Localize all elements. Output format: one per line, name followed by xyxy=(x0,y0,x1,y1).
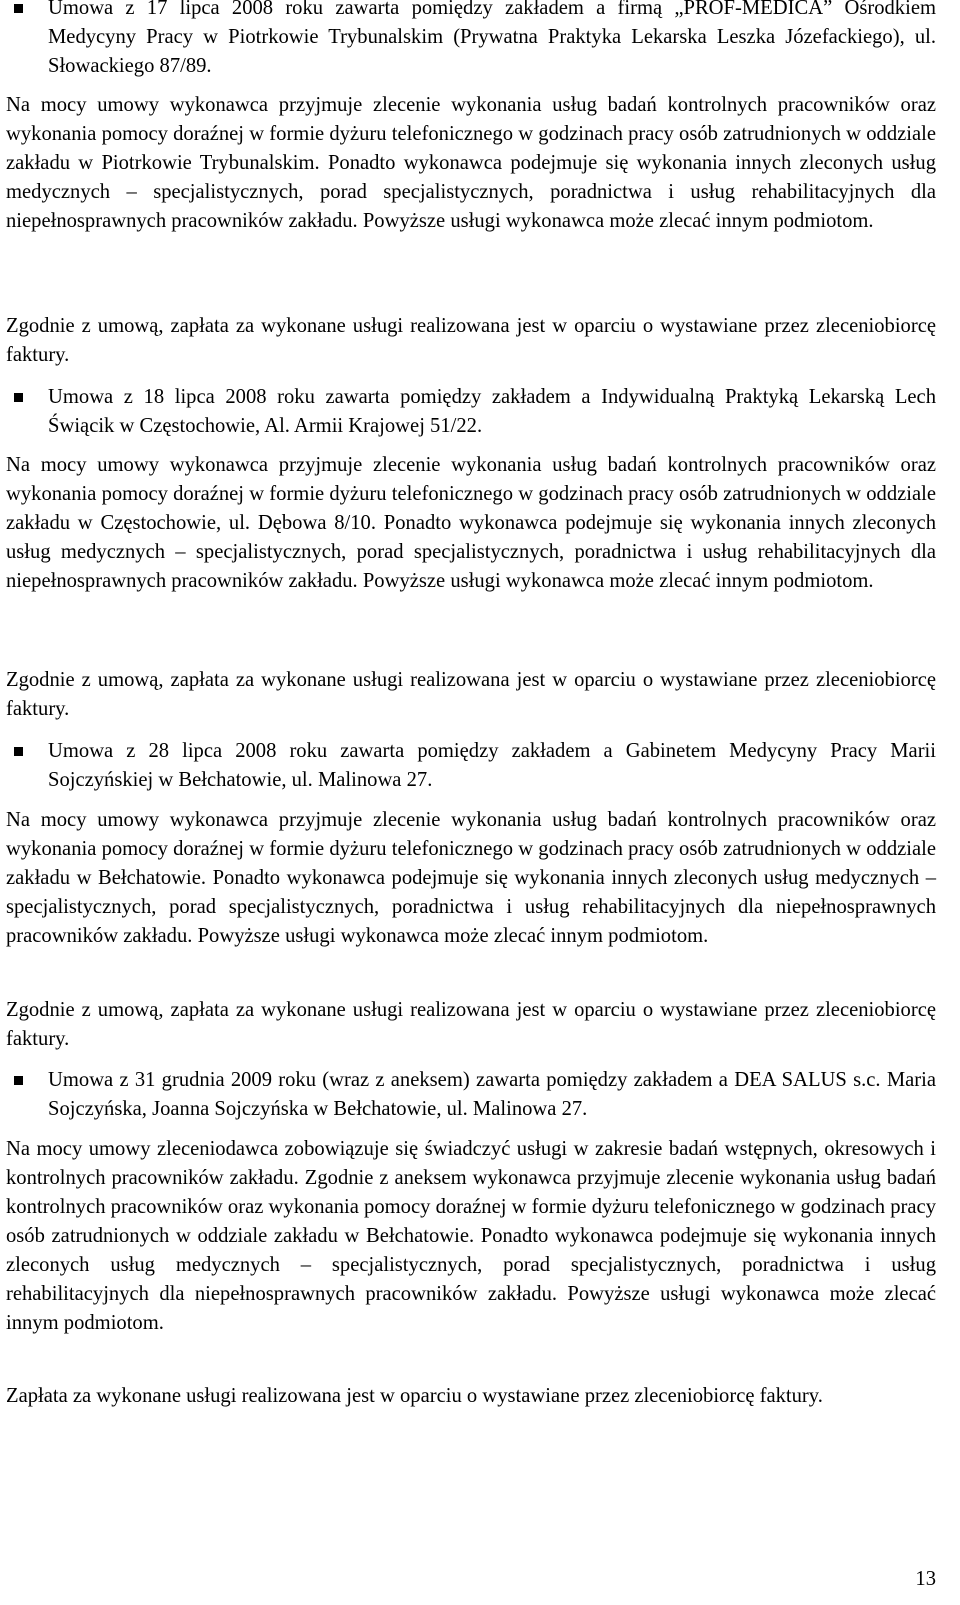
contract-scope-1-block xyxy=(6,91,936,236)
contract-scope-1: Na mocy umowy wykonawca przyjmuje zlecenie wykonania usług badań kontrolnych pracowników oraz wykonania pomocy doraźnej w formie dyżuru telefonicznego w godzinach pracy osób zatrudnionych w oddziale zakładu w Piotrkowie Trybunalskim. Ponadto wykonawca podejmuje się wykonania innych zleconych usług medycznych – specjalistycznych, porad specjalistycznych, poradnictwa i usług rehabilitacyjnych dla niepełnosprawnych pracowników zakładu. Powyższe usługi wykonawca może zlecać innym podmiotom. xyxy=(6,94,936,232)
contract-section-4 xyxy=(6,1066,936,1124)
contract-payment-2: Zgodnie z umową, zapłata za wykonane usługi realizowana jest w oparciu o wystawiane przez zleceniobiorcę faktury. xyxy=(6,669,936,720)
contract-payment-3-block xyxy=(6,996,936,1054)
contract-heading-2 xyxy=(6,383,936,441)
contract-heading-1-text: Umowa z 17 lipca 2008 roku zawarta pomiędzy zakładem a firmą „PROF-MEDICA” Ośrodkiem Medycyny Pracy w Piotrkowie Trybunalskim (Prywatna Praktyka Lekarska Leszka Józefackiego), ul. Słowackiego 87/89. xyxy=(48,0,936,77)
contract-scope-3: Na mocy umowy wykonawca przyjmuje zlecenie wykonania usług badań kontrolnych pracowników oraz wykonania pomocy doraźnej w formie dyżuru telefonicznego w godzinach pracy osób zatrudnionych w oddziale zakładu w Bełchatowie. Ponadto wykonawca podejmuje się wykonania innych zleconych usług medycznych – specjalistycznych, porad specjalistycznych, poradnictwa i usług rehabilitacyjnych dla niepełnosprawnych pracowników zakładu. Powyższe usługi wykonawca może zlecać innym podmiotom. xyxy=(6,809,936,947)
contract-scope-2-block xyxy=(6,451,936,596)
contract-scope-4: Na mocy umowy zleceniodawca zobowiązuje się świadczyć usługi w zakresie badań wstępnych, okresowych i kontrolnych pracowników zakładu. Zgodnie z aneksem wykonawca przyjmuje zlecenie wykonania usług badań kontrolnych pracowników oraz wykonania pomocy doraźnej w formie dyżuru telefonicznego w godzinach pracy osób zatrudnionych w oddziale zakładu w Bełchatowie. Ponadto wykonawca podejmuje się wykonania innych zleconych usług medycznych – specjalistycznych, porad specjalistycznych, poradnictwa i usług rehabilitacyjnych dla niepełnosprawnych pracowników zakładu. Powyższe usługi wykonawca może zlecać innym podmiotom. xyxy=(6,1138,936,1334)
contract-heading-3-text: Umowa z 28 lipca 2008 roku zawarta pomiędzy zakładem a Gabinetem Medycyny Pracy Marii Sojczyńskiej w Bełchatowie, ul. Malinowa 27. xyxy=(48,740,936,791)
contract-payment-2-block xyxy=(6,666,936,724)
contract-section-3 xyxy=(6,737,936,795)
contract-payment-4-block xyxy=(6,1382,936,1411)
contract-section-1 xyxy=(6,0,936,81)
contract-payment-1-block xyxy=(6,312,936,370)
contract-scope-3-block xyxy=(6,806,936,951)
contract-payment-4: Zapłata za wykonane usługi realizowana jest w oparciu o wystawiane przez zleceniobiorcę faktury. xyxy=(6,1385,823,1407)
contract-heading-4 xyxy=(6,1066,936,1124)
page-number: 13 xyxy=(915,1568,936,1590)
contract-scope-4-block xyxy=(6,1135,936,1338)
contract-heading-1 xyxy=(6,0,936,81)
contract-payment-1: Zgodnie z umową, zapłata za wykonane usługi realizowana jest w oparciu o wystawiane przez zleceniobiorcę faktury. xyxy=(6,315,936,366)
square-bullet-icon xyxy=(14,747,23,756)
square-bullet-icon xyxy=(14,4,23,13)
contract-payment-3: Zgodnie z umową, zapłata za wykonane usługi realizowana jest w oparciu o wystawiane przez zleceniobiorcę faktury. xyxy=(6,999,936,1050)
square-bullet-icon xyxy=(14,1076,23,1085)
contract-heading-4-text: Umowa z 31 grudnia 2009 roku (wraz z aneksem) zawarta pomiędzy zakładem a DEA SALUS s.c. Maria Sojczyńska, Joanna Sojczyńska w Bełchatowie, ul. Malinowa 27. xyxy=(48,1069,936,1120)
contract-scope-2: Na mocy umowy wykonawca przyjmuje zlecenie wykonania usług badań kontrolnych pracowników oraz wykonania pomocy doraźnej w formie dyżuru telefonicznego w godzinach pracy osób zatrudnionych w oddziale zakładu w Częstochowie, ul. Dębowa 8/10. Ponadto wykonawca podejmuje się wykonania innych zleconych usług medycznych – specjalistycznych, porad specjalistycznych, poradnictwa i usług rehabilitacyjnych dla niepełnosprawnych pracowników zakładu. Powyższe usługi wykonawca może zlecać innym podmiotom. xyxy=(6,454,936,592)
square-bullet-icon xyxy=(14,393,23,402)
contract-heading-2-text: Umowa z 18 lipca 2008 roku zawarta pomiędzy zakładem a Indywidualną Praktyką Lekarską Lech Świącik w Częstochowie, Al. Armii Krajowej 51/22. xyxy=(48,386,936,437)
contract-heading-3 xyxy=(6,737,936,795)
contract-section-2 xyxy=(6,383,936,441)
